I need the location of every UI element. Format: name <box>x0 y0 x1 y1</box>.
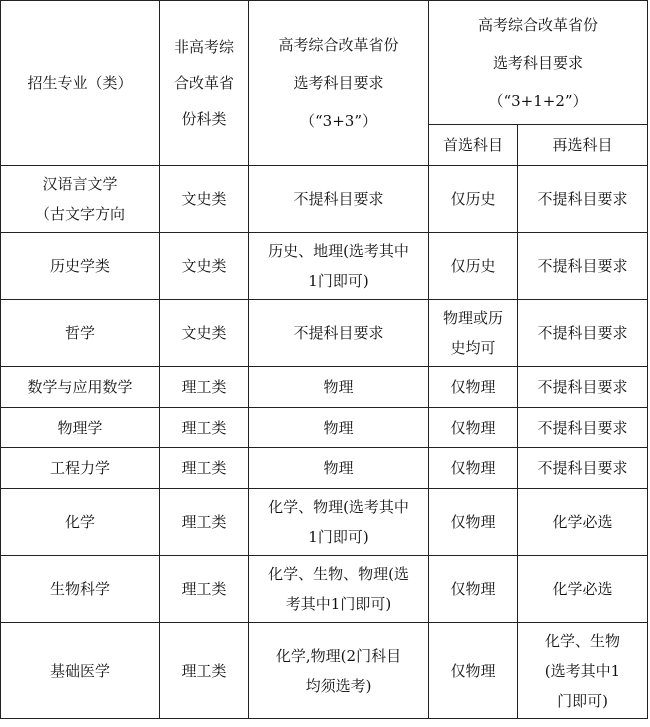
cell-major: 基础医学 <box>1 623 160 719</box>
cell-first-choice: 仅历史 <box>429 233 518 300</box>
cell-second-choice: 不提科目要求 <box>518 367 648 408</box>
cell-major: 历史学类 <box>1 233 160 300</box>
cell-second-choice: 化学必选 <box>518 489 648 556</box>
cell-req-3-3: 化学、生物、物理(选 考其中1门即可) <box>249 556 429 623</box>
table-row <box>1 489 648 556</box>
cell-category: 理工类 <box>160 623 249 719</box>
header-reform-3-1-2: 高考综合改革省份 选考科目要求 （“3+1+2”） <box>429 1 648 125</box>
cell-second-choice: 不提科目要求 <box>518 300 648 367</box>
cell-category: 文史类 <box>160 300 249 367</box>
cell-major: 汉语言文学 （古文字方向 <box>1 166 160 233</box>
cell-second-choice: 不提科目要求 <box>518 166 648 233</box>
cell-major: 物理学 <box>1 408 160 448</box>
cell-major: 化学 <box>1 489 160 556</box>
cell-category: 理工类 <box>160 556 249 623</box>
cell-major: 数学与应用数学 <box>1 367 160 408</box>
cell-first-choice: 仅历史 <box>429 166 518 233</box>
cell-second-choice: 不提科目要求 <box>518 448 648 489</box>
cell-req-3-3: 物理 <box>249 408 429 448</box>
header-second-choice: 再选科目 <box>518 125 648 166</box>
header-major: 招生专业（类） <box>1 1 160 166</box>
cell-req-3-3: 历史、地理(选考其中 1门即可) <box>249 233 429 300</box>
cell-req-3-3: 化学、物理(选考其中 1门即可) <box>249 489 429 556</box>
table-row <box>1 556 648 623</box>
cell-major: 工程力学 <box>1 448 160 489</box>
table-row <box>1 166 648 233</box>
table-row <box>1 623 648 719</box>
cell-second-choice: 不提科目要求 <box>518 408 648 448</box>
cell-first-choice: 仅物理 <box>429 556 518 623</box>
cell-req-3-3: 物理 <box>249 448 429 489</box>
cell-first-choice: 仅物理 <box>429 489 518 556</box>
cell-first-choice: 仅物理 <box>429 408 518 448</box>
cell-req-3-3: 不提科目要求 <box>249 166 429 233</box>
cell-category: 文史类 <box>160 166 249 233</box>
cell-first-choice: 仅物理 <box>429 367 518 408</box>
cell-first-choice: 仅物理 <box>429 623 518 719</box>
cell-second-choice: 不提科目要求 <box>518 233 648 300</box>
cell-category: 理工类 <box>160 408 249 448</box>
cell-category: 理工类 <box>160 367 249 408</box>
cell-second-choice: 化学、生物 (选考其中1 门即可) <box>518 623 648 719</box>
cell-first-choice: 物理或历 史均可 <box>429 300 518 367</box>
table-row <box>1 300 648 367</box>
cell-major: 哲学 <box>1 300 160 367</box>
cell-category: 理工类 <box>160 489 249 556</box>
header-reform-3-3: 高考综合改革省份 选考科目要求 （“3+3”） <box>249 1 429 166</box>
cell-category: 理工类 <box>160 448 249 489</box>
cell-category: 文史类 <box>160 233 249 300</box>
cell-first-choice: 仅物理 <box>429 448 518 489</box>
cell-second-choice: 化学必选 <box>518 556 648 623</box>
cell-req-3-3: 化学,物理(2门科目 均须选考) <box>249 623 429 719</box>
cell-req-3-3: 不提科目要求 <box>249 300 429 367</box>
header-non-reform-category: 非高考综 合改革省 份科类 <box>160 1 249 166</box>
header-first-choice: 首选科目 <box>429 125 518 166</box>
header-row-1 <box>1 1 648 125</box>
table-row <box>1 448 648 489</box>
cell-req-3-3: 物理 <box>249 367 429 408</box>
table-row <box>1 408 648 448</box>
cell-major: 生物科学 <box>1 556 160 623</box>
table-row <box>1 367 648 408</box>
table-row <box>1 233 648 300</box>
